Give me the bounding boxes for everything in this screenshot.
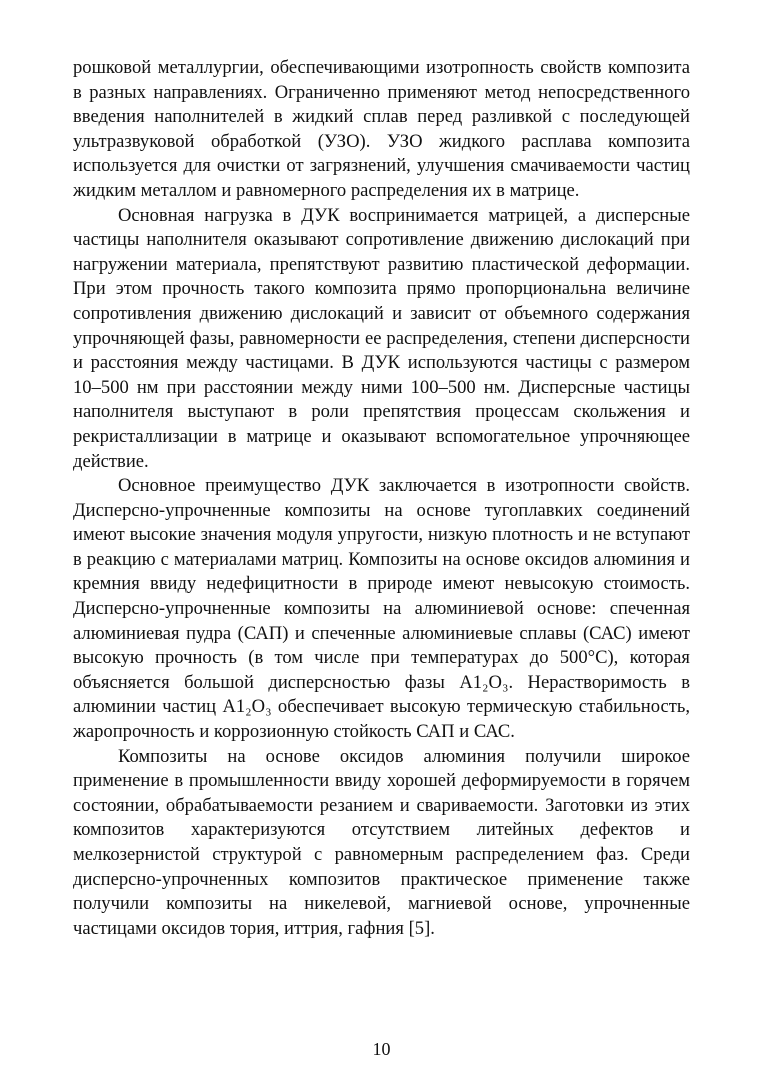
paragraph-1: рошковой металлургии, обеспечивающими изотропность свойств композита в разных направлениях. Ограниченно применяют метод непосредственного введения наполнителей в жидкий сплав перед разливкой с последующей ультразвуковой обработкой (УЗО). УЗО жидкого расплава композита используется для очистки от загрязнений, улучшения смачиваемости частиц жидким металлом и равномерного распределения их в матрице. [73,57,690,201]
paragraph-2: Основная нагрузка в ДУК воспринимается матрицей, а дисперсные частицы наполнителя оказывают сопротивление движению дислокаций при нагружении материала, препятствуют развитию пластической деформации. При этом прочность такого композита прямо пропорциональна величине сопротивления движению дислокаций и зависит от объемного содержания упрочняющей фазы, равномерности ее распределения, степени дисперсности и расстояния между частицами. В ДУК используются частицы с размером 10–500 нм при расстоянии между ними 100–500 нм. Дисперсные частицы наполнителя выступают в роли препятствия процессам скольжения и рекристаллизации в матрице и оказывают вспомогательное упрочняющее действие. [73,204,690,472]
paragraph-4: Композиты на основе оксидов алюминия получили широкое применение в промышленности ввиду хорошей деформируемости в горячем состоянии, обрабатываемости резанием и свариваемости. Заготовки из этих композитов характеризуются отсутствием литейных дефектов и мелкозернистой структурой с равномерным распределением фаз. Среди дисперсно-упрочненных композитов практическое применение также получили композиты на никелевой, магниевой основе, упрочненные частицами оксидов тория, иттрия, гафния [5]. [73,745,690,939]
paragraph-3: Основное преимущество ДУК заключается в изотропности свойств. Дисперсно-упрочненные композиты на основе тугоплавких соединений имеют высокие значения модуля упругости, низкую плотность и не вступают в реакцию с материалами матриц. Композиты на основе оксидов алюминия и кремния ввиду недефицитности в природе имеют невысокую стоимость. Дисперсно-упрочненные композиты на алюминиевой основе: спеченная алюминиевая пудра (САП) и спеченные алюминиевые сплавы (САС) имеют высокую прочность (в том числе при температурах до 500°С), которая объясняется большой дисперсностью фазы А1₂О₃. Нерастворимость в алюминии частиц А1₂О₃ обеспечивает высокую термическую стабильность, жаропрочность и коррозионную стойкость САП и САС. [73,475,690,743]
document-body [73,56,690,941]
page-number: 10 [372,1039,391,1059]
